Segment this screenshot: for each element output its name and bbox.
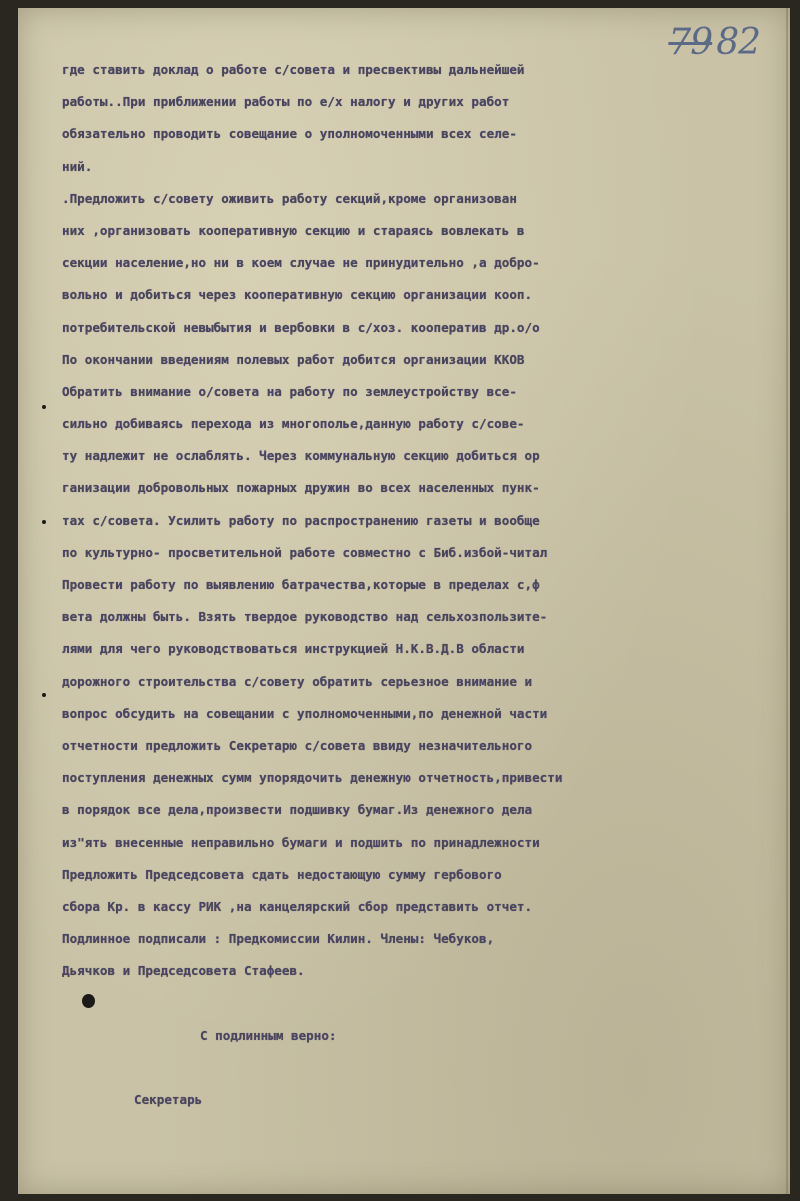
page-crease — [786, 8, 788, 1194]
text-line: ту надлежит не ослаблять. Через коммунальную секцию добиться ор — [62, 448, 540, 464]
text-line: сбора Кр. в кассу РИК ,на канцелярский сбор представить отчет. — [62, 898, 533, 914]
text-line: сильно добиваясь перехода из многополье,данную работу с/сове- — [62, 416, 525, 432]
text-line: Подлинное подписали : Предкомиссии Килин. Члены: Чебуков, — [62, 931, 495, 947]
text-line: поступления денежных сумм упорядочить денежную отчетность,привести — [62, 770, 563, 786]
text-line: вопрос обсудить на совещании с уполномоченными,по денежной части — [62, 705, 548, 721]
text-line: где ставить доклад о работе с/совета и пресвективы дальнейшей — [62, 62, 525, 77]
text-line: Обратить внимание о/совета на работу по землеустройству все- — [62, 383, 517, 399]
signature-label: Секретарь — [134, 1092, 203, 1107]
text-line: из"ять внесенные неправильно бумаги и подшить по принадлежности — [62, 834, 540, 850]
text-line: Провести работу по выявлению батрачества,которые в пределах с,ф — [62, 577, 540, 592]
text-line: Предложить Председсовета сдать недостающую сумму гербового — [62, 866, 502, 882]
text-line: Дьячков и Председсовета Стафеев. — [62, 963, 305, 979]
typed-text-block — [62, 54, 777, 1116]
text-line: По окончании введениям полевых работ добится организации ККОВ — [62, 351, 525, 367]
text-line: ний. — [62, 158, 93, 174]
document-page — [18, 8, 790, 1194]
text-line: секции население,но ни в коем случае не принудительно ,а добро- — [62, 255, 540, 271]
text-line: отчетности предложить Секретарю с/совета ввиду незначительного — [62, 737, 533, 753]
text-line: обязательно проводить совещание о уполномоченными всех селе- — [62, 126, 517, 142]
text-line: вольно и добиться через кооперативную секцию организации кооп. — [62, 287, 533, 303]
text-line: них ,организовать кооперативную секцию и стараясь вовлекать в — [62, 222, 525, 238]
text-line: дорожного строительства с/совету обратить серьезное внимание и — [62, 673, 533, 689]
blank-line — [62, 1052, 777, 1084]
ink-speck — [42, 520, 46, 524]
ink-blot — [82, 994, 95, 1008]
text-line: лями для чего руководствоваться инструкцией Н.К.В.Д.В области — [62, 641, 525, 657]
text-line: ганизации добровольных пожарных дружин во всех населенных пунк- — [62, 480, 540, 496]
text-line: .Предложить с/совету оживить работу секций,кроме организован — [62, 190, 517, 206]
ink-speck — [42, 693, 46, 697]
ink-speck — [42, 405, 46, 409]
certification-line: С подлинным верно: — [200, 1027, 337, 1043]
folio-current-number: 82 — [716, 22, 760, 63]
text-line: вета должны быть. Взять твердое руководство над сельхозпользите- — [62, 609, 548, 625]
text-line: тах с/совета. Усилить работу по распространению газеты и вообще — [62, 512, 540, 528]
blank-line — [62, 987, 777, 1019]
text-line: работы..При приближении работы по е/х налогу и других работ — [62, 94, 510, 110]
text-line: в порядок все дела,произвести подшивку бумаг.Из денежного дела — [62, 802, 533, 818]
text-line: по культурно- просветительной работе совместно с Биб.избой-читал — [62, 544, 548, 560]
text-lines — [62, 54, 777, 987]
text-line: потребительской невыбытия и вербовки в с/хоз. кооператив др.о/о — [62, 319, 540, 335]
folio-struck-number: 79 — [668, 22, 713, 63]
